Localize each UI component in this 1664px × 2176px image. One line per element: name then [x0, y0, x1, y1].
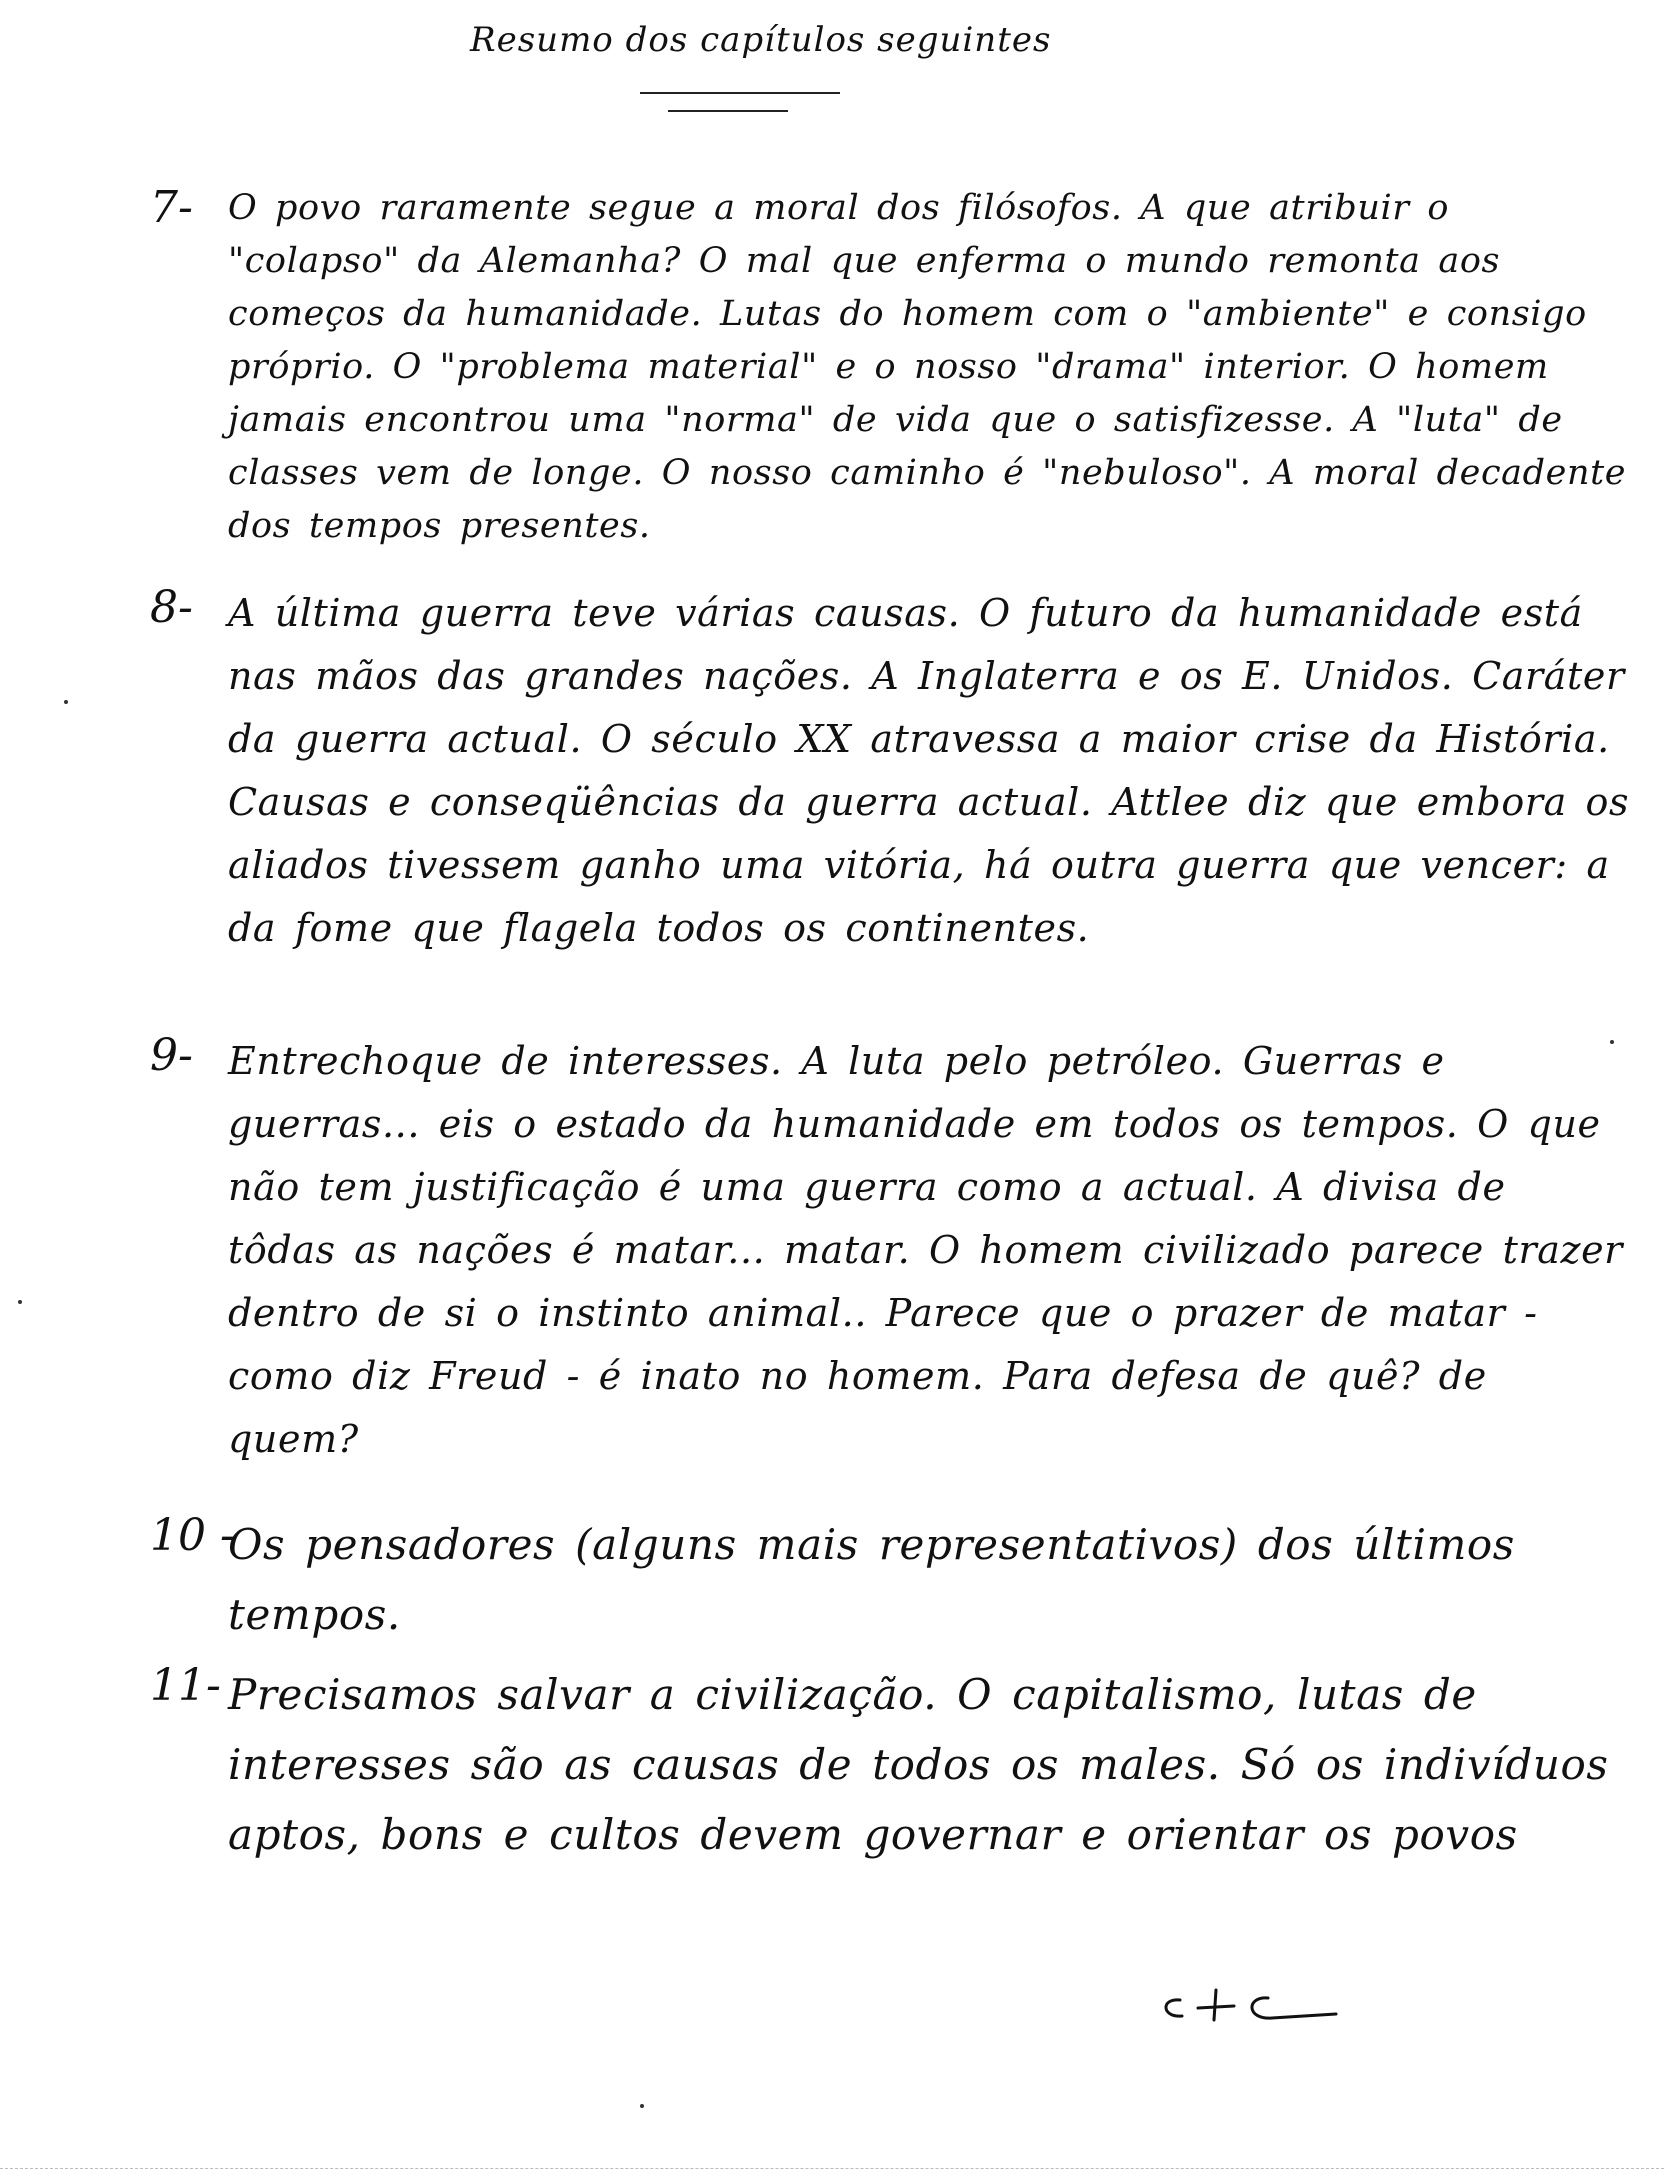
- paper-speck: [640, 2104, 644, 2108]
- title-underline: [640, 92, 840, 94]
- summary-item-10: [150, 1510, 1630, 1650]
- item-number: 11-: [150, 1660, 221, 1711]
- item-text: Os pensadores (alguns mais representativos) dos últimos tempos.: [228, 1520, 1515, 1639]
- signature-mark: [1150, 1970, 1350, 2030]
- summary-item-11: [150, 1660, 1630, 1870]
- page-title: Resumo dos capítulos seguintes: [470, 20, 1052, 60]
- paper-speck: [1610, 1040, 1614, 1044]
- item-number: 7-: [150, 182, 193, 233]
- item-text: A última guerra teve várias causas. O futuro da humanidade está nas mãos das grandes nações. A Inglaterra e os E. Unidos. Caráter da guerra actual. O século XX atravessa a maior crise da História. Causas e conseqüências da guerra actual. Attlee diz que embora os aliados tivessem ganho uma vitória, há outra guerra que vencer: a da fome que flagela todos os continentes.: [228, 591, 1630, 950]
- item-text: Precisamos salvar a civilização. O capitalismo, lutas de interesses são as causas de todos os males. Só os indivíduos aptos, bons e cultos devem governar e orientar os povos: [228, 1670, 1609, 1859]
- paper-speck: [64, 700, 68, 704]
- item-number: 10 -: [150, 1510, 235, 1561]
- item-text: O povo raramente segue a moral dos filósofos. A que atribuir o "colapso" da Alemanha? O mal que enferma o mundo remonta aos começos da humanidade. Lutas do homem com o "ambiente" e consigo próprio. O "problema material" e o nosso "drama" interior. O homem jamais encontrou uma "norma" de vida que o satisfizesse. A "luta" de classes vem de longe. O nosso caminho é "nebuloso". A moral decadente dos tempos presentes.: [228, 188, 1627, 546]
- paper-speck: [18, 1300, 22, 1304]
- item-number: 8-: [150, 582, 193, 633]
- item-text: Entrechoque de interesses. A luta pelo petróleo. Guerras e guerras... eis o estado da humanidade em todos os tempos. O que não tem justificação é uma guerra como a actual. A divisa de tôdas as nações é matar... matar. O homem civilizado parece trazer dentro de si o instinto animal.. Parece que o prazer de matar - como diz Freud - é inato no homem. Para defesa de quê? de quem?: [228, 1039, 1623, 1461]
- item-number: 9-: [150, 1030, 193, 1081]
- title-underline-short: [668, 110, 788, 112]
- summary-item-8: [150, 582, 1630, 960]
- scan-edge: [0, 2168, 1664, 2170]
- summary-item-7: [150, 182, 1630, 553]
- summary-item-9: [150, 1030, 1630, 1471]
